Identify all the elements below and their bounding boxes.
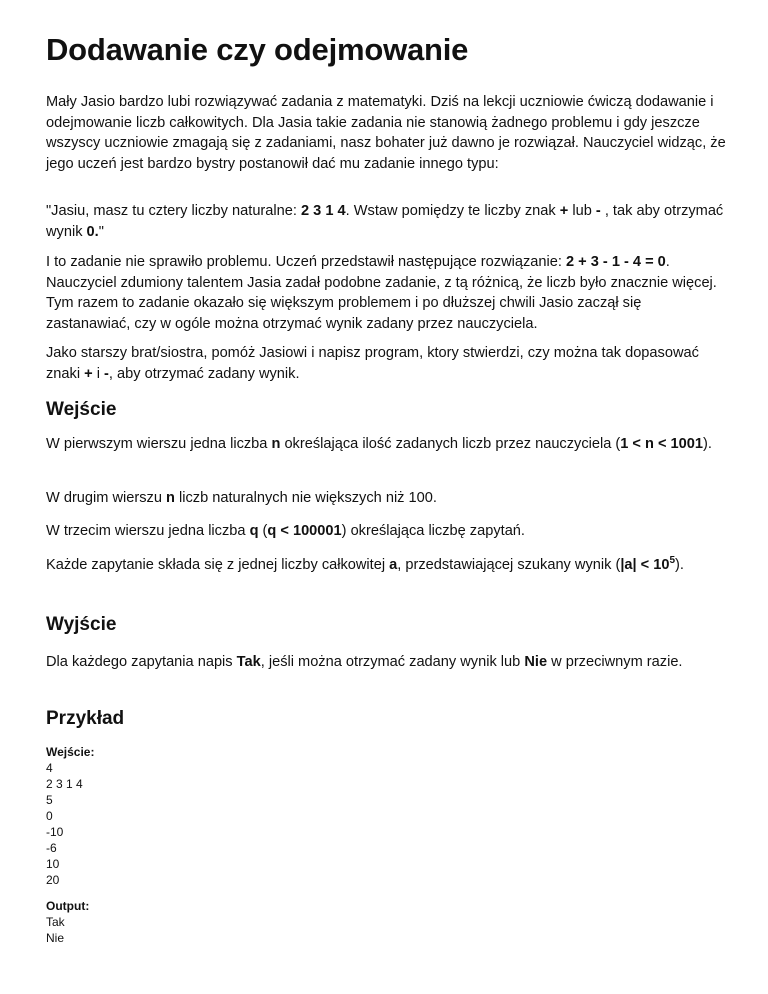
example-output-label: Output: bbox=[46, 899, 90, 913]
example-output-line: Tak bbox=[46, 915, 65, 929]
text-span: I to zadanie nie sprawiło problemu. Uczeń przedstawił następujące rozwiązanie: bbox=[46, 254, 566, 270]
example-input-line: 0 bbox=[46, 809, 53, 823]
intro-paragraph-3 bbox=[46, 252, 726, 334]
bold-var: a bbox=[389, 557, 398, 573]
bold-equation: 2 + 3 - 1 - 4 = 0 bbox=[565, 254, 666, 270]
text-span: W drugim wierszu bbox=[46, 490, 167, 506]
text-span: określająca ilość zadanych liczb przez nauczyciela ( bbox=[280, 436, 621, 452]
text-span: i bbox=[92, 365, 105, 382]
example-input-block bbox=[46, 744, 94, 888]
text-span: , aby otrzymać zadany wynik. bbox=[108, 365, 300, 382]
text-span: |a| < 10 bbox=[620, 557, 670, 573]
bold-minus: - bbox=[104, 365, 109, 382]
page-title: Dodawanie czy odejmowanie bbox=[46, 32, 469, 67]
example-input-line: 10 bbox=[46, 857, 60, 871]
example-output-block bbox=[46, 898, 89, 946]
bold-var: n bbox=[166, 490, 175, 506]
bold-answer: Tak bbox=[236, 654, 261, 670]
text-span: Dla każdego zapytania napis bbox=[46, 654, 237, 670]
example-input-line: 5 bbox=[46, 793, 53, 807]
intro-paragraph-1: Mały Jasio bardzo lubi rozwiązywać zadania z matematyki. Dziś na lekcji uczniowie ćwiczą dodawanie i odejmowanie liczb całkowitych. Dla Jasia takie zadania nie stanowią żadnego problemu i gdy jeszcze wszyscy uczniowie zmagają się z zadaniami, nasz bohater już dawno je rozwiązał. Nauczyciel widząc, że jego uczeń jest bardzo bystry postanowił dać mu zadanie innego typu: bbox=[46, 94, 726, 172]
text-span: . Nauczyciel zdumiony talentem Jasia zadał podobne zadanie, z tą różnicą, że liczb było znacznie więcej. Tym razem to zadanie okazało się większym problemem i po dłuższej chwili Jasio zaczął się zastanawiać, czy w ogóle można otrzymać wynik zadany przez nauczyciela. bbox=[46, 254, 717, 332]
input-paragraph-1 bbox=[46, 434, 726, 455]
text-span: ). bbox=[675, 557, 684, 573]
bold-numbers: 2 3 1 4 bbox=[301, 203, 346, 219]
text-span: . Wstaw pomiędzy te liczby znak bbox=[345, 203, 560, 219]
output-paragraph-1 bbox=[46, 652, 726, 673]
example-input-line: 2 3 1 4 bbox=[46, 777, 83, 791]
input-paragraph-2 bbox=[46, 488, 726, 509]
bold-constraint bbox=[620, 557, 675, 573]
example-input-line: -6 bbox=[46, 841, 57, 855]
text-span: , jeśli można otrzymać zadany wynik lub bbox=[260, 654, 525, 670]
text-span: liczb naturalnych nie większych niż 100. bbox=[174, 490, 437, 506]
intro-paragraph-2 bbox=[46, 201, 726, 242]
bold-plus: + bbox=[559, 203, 569, 219]
output-heading: Wyjście bbox=[46, 614, 117, 635]
bold-constraint: q < 100001 bbox=[267, 523, 342, 539]
example-input-line: 20 bbox=[46, 873, 60, 887]
bold-var: n bbox=[271, 436, 281, 452]
text-span: ). bbox=[703, 436, 712, 452]
bold-minus: - bbox=[595, 203, 601, 219]
text-span: lub bbox=[568, 203, 596, 219]
text-span: W pierwszym wierszu jedna liczba bbox=[46, 436, 272, 452]
text-span: "Jasiu, masz tu cztery liczby naturalne: bbox=[46, 203, 301, 219]
intro-paragraph-4 bbox=[46, 343, 726, 384]
example-input-label: Wejście: bbox=[46, 745, 95, 759]
bold-answer: Nie bbox=[524, 654, 548, 670]
input-paragraph-3 bbox=[46, 521, 726, 542]
example-input-line: 4 bbox=[46, 761, 53, 775]
text-span: , przedstawiającej szukany wynik ( bbox=[397, 557, 621, 573]
text-span: Każde zapytanie składa się z jednej liczby całkowitej bbox=[46, 557, 390, 573]
text-span: ( bbox=[258, 523, 268, 539]
text-span: W trzecim wierszu jedna liczba bbox=[46, 523, 250, 539]
example-heading: Przykład bbox=[46, 708, 125, 729]
bold-plus: + bbox=[84, 365, 93, 382]
text-span: w przeciwnym razie. bbox=[547, 654, 683, 670]
input-paragraph-4 bbox=[46, 555, 726, 576]
bold-constraint: 1 < n < 1001 bbox=[620, 436, 704, 452]
input-heading: Wejście bbox=[46, 399, 117, 420]
text-span: Jako starszy brat/siostra, pomóż Jasiowi i napisz program, ktory stwierdzi, czy można tak dopasować znaki bbox=[46, 345, 699, 382]
bold-result: 0. bbox=[86, 223, 99, 240]
text-span: ) określająca liczbę zapytań. bbox=[341, 523, 525, 539]
exponent: 5 bbox=[669, 555, 676, 567]
text-span: " bbox=[98, 223, 104, 240]
bold-var: q bbox=[249, 523, 259, 539]
example-input-line: -10 bbox=[46, 825, 64, 839]
example-output-line: Nie bbox=[46, 931, 65, 945]
text-span: , tak aby otrzymać wynik bbox=[46, 203, 724, 240]
